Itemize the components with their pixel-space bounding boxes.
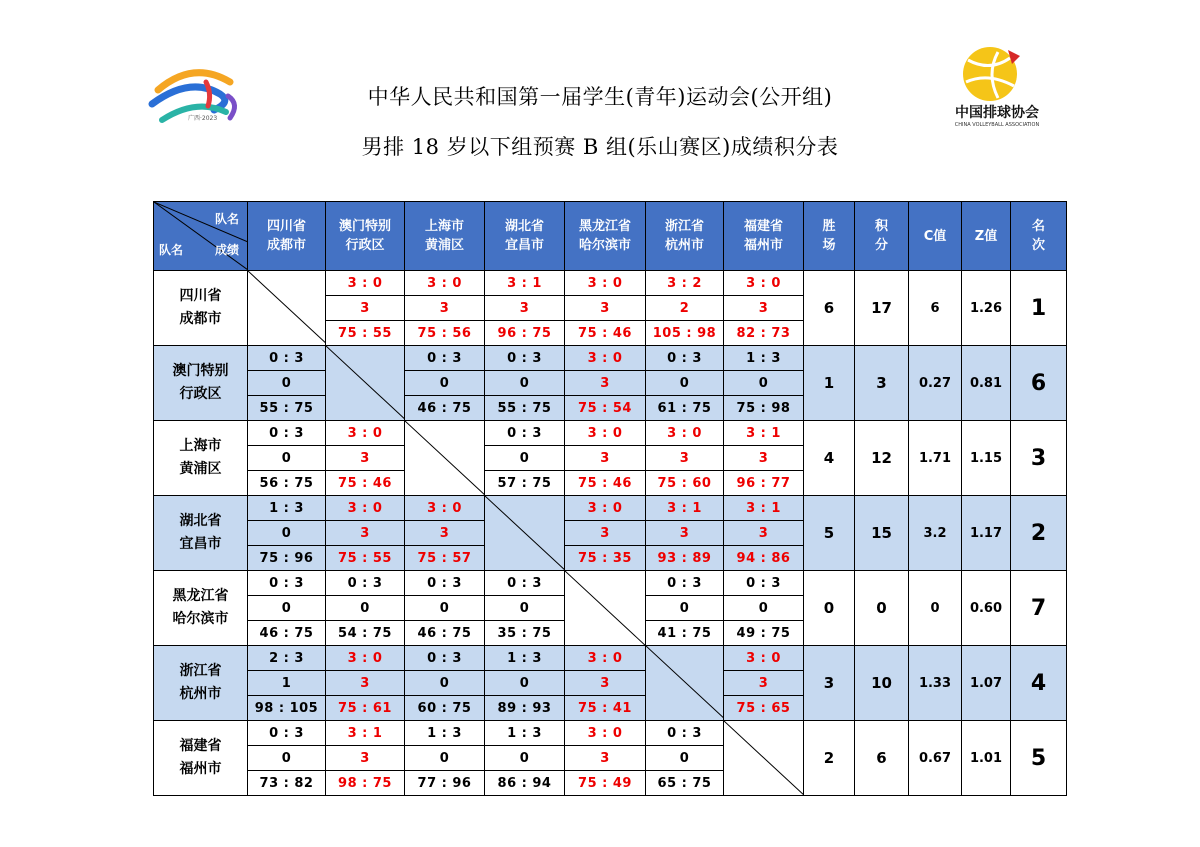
diagonal-cell bbox=[248, 271, 326, 346]
match-pts-cell: 3 bbox=[724, 446, 804, 471]
match-score-cell: 75 : 54 bbox=[565, 396, 646, 421]
table-row bbox=[154, 646, 1067, 671]
team-name-cell: 湖北省 宜昌市 bbox=[154, 496, 248, 571]
team-name-cell: 四川省 成都市 bbox=[154, 271, 248, 346]
match-pts-cell: 0 bbox=[248, 371, 326, 396]
match-sets-cell: 3 : 0 bbox=[326, 646, 405, 671]
c-cell: 0 bbox=[909, 571, 962, 646]
match-score-cell: 75 : 60 bbox=[646, 471, 724, 496]
match-pts-cell: 3 bbox=[565, 746, 646, 771]
team-name-cell: 澳门特别 行政区 bbox=[154, 346, 248, 421]
match-score-cell: 75 : 57 bbox=[405, 546, 485, 571]
match-pts-cell: 0 bbox=[405, 371, 485, 396]
match-sets-cell: 3 : 1 bbox=[326, 721, 405, 746]
match-pts-cell: 0 bbox=[485, 371, 565, 396]
wins-cell: 6 bbox=[804, 271, 855, 346]
match-sets-cell: 3 : 1 bbox=[724, 496, 804, 521]
match-score-cell: 98 : 105 bbox=[248, 696, 326, 721]
match-score-cell: 75 : 46 bbox=[326, 471, 405, 496]
match-sets-cell: 0 : 3 bbox=[724, 571, 804, 596]
match-score-cell: 54 : 75 bbox=[326, 621, 405, 646]
wins-cell: 1 bbox=[804, 346, 855, 421]
match-score-cell: 75 : 65 bbox=[724, 696, 804, 721]
c-cell: 0.67 bbox=[909, 721, 962, 796]
match-pts-cell: 3 bbox=[565, 296, 646, 321]
match-sets-cell: 3 : 0 bbox=[724, 646, 804, 671]
column-header-c-value: C值 bbox=[909, 202, 962, 271]
c-cell: 1.33 bbox=[909, 646, 962, 721]
match-score-cell: 75 : 46 bbox=[565, 471, 646, 496]
c-cell: 3.2 bbox=[909, 496, 962, 571]
points-cell: 6 bbox=[855, 721, 909, 796]
match-sets-cell: 3 : 0 bbox=[724, 271, 804, 296]
wins-cell: 3 bbox=[804, 646, 855, 721]
match-pts-cell: 3 bbox=[326, 671, 405, 696]
corner-header bbox=[154, 202, 248, 271]
team-name-cell: 福建省 福州市 bbox=[154, 721, 248, 796]
team-name-cell: 浙江省 杭州市 bbox=[154, 646, 248, 721]
match-score-cell: 86 : 94 bbox=[485, 771, 565, 796]
wins-cell: 2 bbox=[804, 721, 855, 796]
match-score-cell: 77 : 96 bbox=[405, 771, 485, 796]
match-sets-cell: 0 : 3 bbox=[485, 346, 565, 371]
match-pts-cell: 3 bbox=[565, 521, 646, 546]
match-sets-cell: 0 : 3 bbox=[646, 346, 724, 371]
match-pts-cell: 0 bbox=[485, 446, 565, 471]
points-cell: 0 bbox=[855, 571, 909, 646]
wins-cell: 4 bbox=[804, 421, 855, 496]
match-score-cell: 94 : 86 bbox=[724, 546, 804, 571]
match-pts-cell: 3 bbox=[326, 296, 405, 321]
match-score-cell: 55 : 75 bbox=[485, 396, 565, 421]
match-pts-cell: 3 bbox=[724, 296, 804, 321]
match-pts-cell: 3 bbox=[724, 671, 804, 696]
column-header-team: 澳门特别 行政区 bbox=[326, 202, 405, 271]
team-name-cell: 上海市 黄浦区 bbox=[154, 421, 248, 496]
match-pts-cell: 2 bbox=[646, 296, 724, 321]
rank-cell: 4 bbox=[1011, 646, 1067, 721]
match-pts-cell: 0 bbox=[248, 446, 326, 471]
points-cell: 10 bbox=[855, 646, 909, 721]
table-row bbox=[154, 271, 1067, 296]
column-header-z-value: Z值 bbox=[962, 202, 1011, 271]
games-logo-caption: 广西·2023 bbox=[188, 115, 218, 122]
match-score-cell: 41 : 75 bbox=[646, 621, 724, 646]
z-cell: 0.60 bbox=[962, 571, 1011, 646]
match-score-cell: 46 : 75 bbox=[405, 621, 485, 646]
match-sets-cell: 3 : 1 bbox=[646, 496, 724, 521]
points-cell: 3 bbox=[855, 346, 909, 421]
team-name-cell: 黑龙江省 哈尔滨市 bbox=[154, 571, 248, 646]
diagonal-cell bbox=[405, 421, 485, 496]
column-header-team: 上海市 黄浦区 bbox=[405, 202, 485, 271]
match-pts-cell: 0 bbox=[646, 746, 724, 771]
match-score-cell: 65 : 75 bbox=[646, 771, 724, 796]
match-sets-cell: 3 : 0 bbox=[565, 271, 646, 296]
match-sets-cell: 2 : 3 bbox=[248, 646, 326, 671]
match-pts-cell: 3 bbox=[326, 746, 405, 771]
diagonal-cell bbox=[326, 346, 405, 421]
match-sets-cell: 3 : 0 bbox=[565, 421, 646, 446]
match-sets-cell: 0 : 3 bbox=[405, 346, 485, 371]
match-pts-cell: 0 bbox=[724, 596, 804, 621]
match-pts-cell: 3 bbox=[565, 371, 646, 396]
match-score-cell: 35 : 75 bbox=[485, 621, 565, 646]
match-score-cell: 75 : 46 bbox=[565, 321, 646, 346]
match-pts-cell: 0 bbox=[485, 746, 565, 771]
table-row bbox=[154, 346, 1067, 371]
match-pts-cell: 0 bbox=[646, 371, 724, 396]
match-sets-cell: 3 : 0 bbox=[326, 271, 405, 296]
match-score-cell: 75 : 49 bbox=[565, 771, 646, 796]
match-sets-cell: 0 : 3 bbox=[248, 721, 326, 746]
match-sets-cell: 0 : 3 bbox=[405, 646, 485, 671]
match-pts-cell: 3 bbox=[646, 521, 724, 546]
match-sets-cell: 3 : 0 bbox=[405, 496, 485, 521]
match-sets-cell: 1 : 3 bbox=[485, 646, 565, 671]
match-score-cell: 98 : 75 bbox=[326, 771, 405, 796]
rank-cell: 2 bbox=[1011, 496, 1067, 571]
match-pts-cell: 3 bbox=[565, 671, 646, 696]
header-row bbox=[154, 202, 1067, 271]
match-pts-cell: 1 bbox=[248, 671, 326, 696]
match-score-cell: 56 : 75 bbox=[248, 471, 326, 496]
match-pts-cell: 0 bbox=[485, 671, 565, 696]
match-pts-cell: 0 bbox=[405, 596, 485, 621]
match-score-cell: 96 : 75 bbox=[485, 321, 565, 346]
match-pts-cell: 3 bbox=[646, 446, 724, 471]
match-sets-cell: 3 : 0 bbox=[326, 496, 405, 521]
match-score-cell: 75 : 41 bbox=[565, 696, 646, 721]
match-sets-cell: 3 : 0 bbox=[565, 646, 646, 671]
c-cell: 0.27 bbox=[909, 346, 962, 421]
match-pts-cell: 0 bbox=[326, 596, 405, 621]
wins-cell: 5 bbox=[804, 496, 855, 571]
match-sets-cell: 0 : 3 bbox=[405, 571, 485, 596]
diagonal-cell bbox=[724, 721, 804, 796]
match-sets-cell: 3 : 1 bbox=[485, 271, 565, 296]
column-header-team: 浙江省 杭州市 bbox=[646, 202, 724, 271]
corner-row-label: 队名 bbox=[159, 243, 184, 257]
match-score-cell: 46 : 75 bbox=[405, 396, 485, 421]
match-pts-cell: 3 bbox=[405, 296, 485, 321]
match-score-cell: 82 : 73 bbox=[724, 321, 804, 346]
match-pts-cell: 3 bbox=[326, 521, 405, 546]
match-sets-cell: 3 : 0 bbox=[565, 721, 646, 746]
rank-cell: 1 bbox=[1011, 271, 1067, 346]
corner-team-label: 队名 bbox=[214, 212, 239, 226]
match-sets-cell: 0 : 3 bbox=[485, 571, 565, 596]
match-score-cell: 61 : 75 bbox=[646, 396, 724, 421]
z-cell: 1.15 bbox=[962, 421, 1011, 496]
corner-result-label: 成绩 bbox=[214, 243, 239, 257]
cva-english: CHINA VOLLEYBALL ASSOCIATION bbox=[954, 122, 1040, 128]
diagonal-cell bbox=[565, 571, 646, 646]
match-pts-cell: 0 bbox=[724, 371, 804, 396]
match-sets-cell: 0 : 3 bbox=[646, 571, 724, 596]
match-score-cell: 105 : 98 bbox=[646, 321, 724, 346]
match-score-cell: 73 : 82 bbox=[248, 771, 326, 796]
z-cell: 0.81 bbox=[962, 346, 1011, 421]
match-sets-cell: 0 : 3 bbox=[646, 721, 724, 746]
rank-cell: 7 bbox=[1011, 571, 1067, 646]
match-sets-cell: 0 : 3 bbox=[248, 421, 326, 446]
match-pts-cell: 3 bbox=[405, 521, 485, 546]
column-header-team: 黑龙江省 哈尔滨市 bbox=[565, 202, 646, 271]
match-sets-cell: 0 : 3 bbox=[248, 346, 326, 371]
match-score-cell: 55 : 75 bbox=[248, 396, 326, 421]
points-cell: 15 bbox=[855, 496, 909, 571]
match-score-cell: 49 : 75 bbox=[724, 621, 804, 646]
match-score-cell: 93 : 89 bbox=[646, 546, 724, 571]
match-score-cell: 75 : 98 bbox=[724, 396, 804, 421]
match-sets-cell: 3 : 0 bbox=[565, 346, 646, 371]
match-sets-cell: 3 : 0 bbox=[405, 271, 485, 296]
rank-cell: 3 bbox=[1011, 421, 1067, 496]
match-sets-cell: 0 : 3 bbox=[326, 571, 405, 596]
c-cell: 1.71 bbox=[909, 421, 962, 496]
match-pts-cell: 3 bbox=[724, 521, 804, 546]
match-score-cell: 75 : 35 bbox=[565, 546, 646, 571]
match-pts-cell: 0 bbox=[248, 596, 326, 621]
column-header-team: 湖北省 宜昌市 bbox=[485, 202, 565, 271]
match-sets-cell: 3 : 2 bbox=[646, 271, 724, 296]
table-row bbox=[154, 571, 1067, 596]
points-cell: 17 bbox=[855, 271, 909, 346]
cva-name: 中国排球协会 bbox=[955, 105, 1039, 121]
match-sets-cell: 3 : 0 bbox=[646, 421, 724, 446]
match-sets-cell: 3 : 0 bbox=[565, 496, 646, 521]
z-cell: 1.17 bbox=[962, 496, 1011, 571]
match-score-cell: 57 : 75 bbox=[485, 471, 565, 496]
match-pts-cell: 0 bbox=[248, 746, 326, 771]
match-pts-cell: 0 bbox=[485, 596, 565, 621]
match-pts-cell: 3 bbox=[485, 296, 565, 321]
c-cell: 6 bbox=[909, 271, 962, 346]
diagonal-cell bbox=[646, 646, 724, 721]
match-sets-cell: 0 : 3 bbox=[248, 571, 326, 596]
column-header-wins: 胜 场 bbox=[804, 202, 855, 271]
match-sets-cell: 1 : 3 bbox=[405, 721, 485, 746]
column-header-points: 积 分 bbox=[855, 202, 909, 271]
match-score-cell: 96 : 77 bbox=[724, 471, 804, 496]
match-sets-cell: 3 : 0 bbox=[326, 421, 405, 446]
column-header-team: 福建省 福州市 bbox=[724, 202, 804, 271]
match-sets-cell: 3 : 1 bbox=[724, 421, 804, 446]
table-row bbox=[154, 721, 1067, 746]
match-pts-cell: 0 bbox=[405, 746, 485, 771]
standings-table bbox=[153, 201, 1067, 796]
z-cell: 1.26 bbox=[962, 271, 1011, 346]
table-row bbox=[154, 421, 1067, 446]
match-score-cell: 46 : 75 bbox=[248, 621, 326, 646]
match-pts-cell: 3 bbox=[565, 446, 646, 471]
wins-cell: 0 bbox=[804, 571, 855, 646]
page-title: 中华人民共和国第一届学生(青年)运动会(公开组) bbox=[367, 85, 833, 109]
match-pts-cell: 3 bbox=[326, 446, 405, 471]
match-score-cell: 60 : 75 bbox=[405, 696, 485, 721]
table-row bbox=[154, 496, 1067, 521]
rank-cell: 5 bbox=[1011, 721, 1067, 796]
match-pts-cell: 0 bbox=[646, 596, 724, 621]
match-pts-cell: 0 bbox=[405, 671, 485, 696]
match-sets-cell: 1 : 3 bbox=[724, 346, 804, 371]
match-score-cell: 75 : 55 bbox=[326, 321, 405, 346]
z-cell: 1.07 bbox=[962, 646, 1011, 721]
column-header-rank: 名 次 bbox=[1011, 202, 1067, 271]
page-subtitle: 男排 18 岁以下组预赛 B 组(乐山赛区)成绩积分表 bbox=[361, 135, 839, 159]
match-sets-cell: 0 : 3 bbox=[485, 421, 565, 446]
match-score-cell: 75 : 61 bbox=[326, 696, 405, 721]
rank-cell: 6 bbox=[1011, 346, 1067, 421]
match-score-cell: 89 : 93 bbox=[485, 696, 565, 721]
match-pts-cell: 0 bbox=[248, 521, 326, 546]
match-score-cell: 75 : 55 bbox=[326, 546, 405, 571]
match-sets-cell: 1 : 3 bbox=[248, 496, 326, 521]
z-cell: 1.01 bbox=[962, 721, 1011, 796]
match-score-cell: 75 : 56 bbox=[405, 321, 485, 346]
match-sets-cell: 1 : 3 bbox=[485, 721, 565, 746]
column-header-team: 四川省 成都市 bbox=[248, 202, 326, 271]
diagonal-cell bbox=[485, 496, 565, 571]
match-score-cell: 75 : 96 bbox=[248, 546, 326, 571]
points-cell: 12 bbox=[855, 421, 909, 496]
